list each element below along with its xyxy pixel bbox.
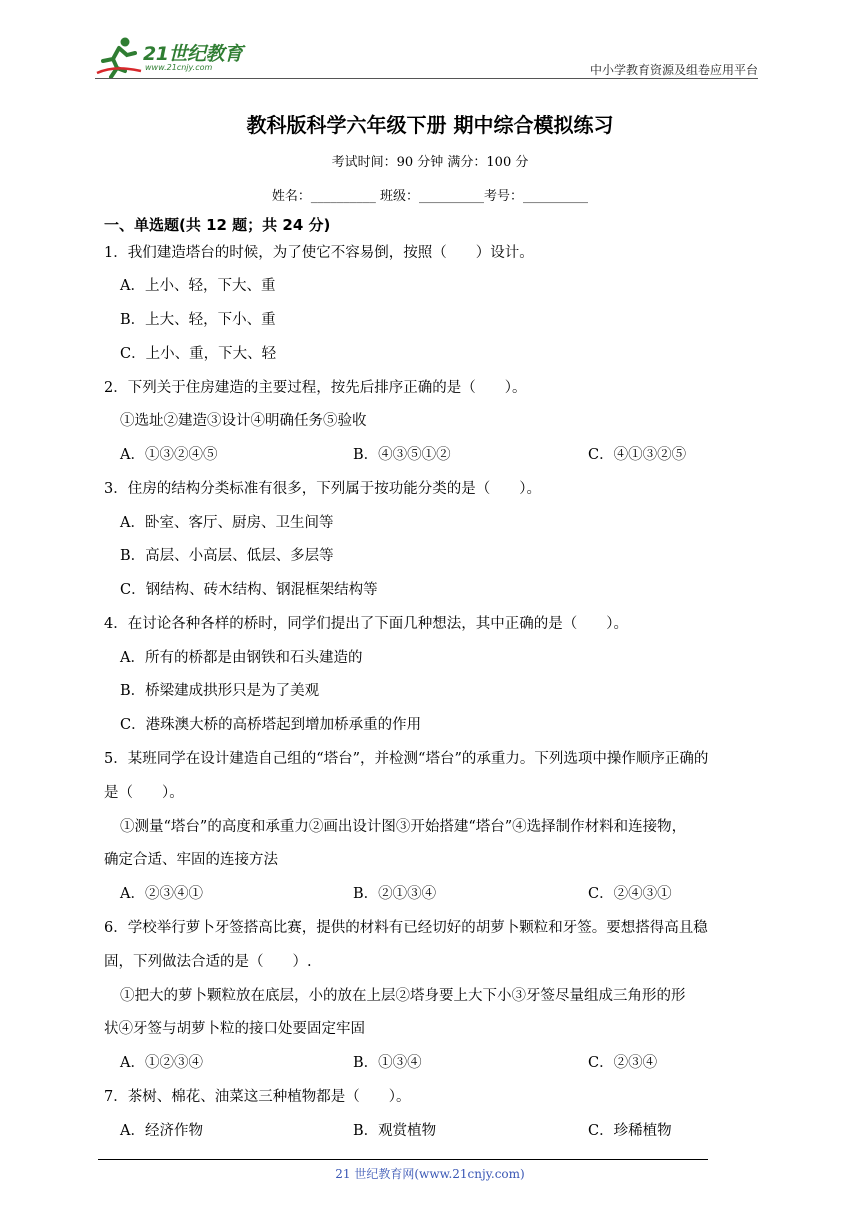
question-5-option-c: C．②④③① [588,886,672,902]
question-5-items: ①测量“塔台”的高度和承重力②画出设计图③开始搭建“塔台”④选择制作材料和连接物， [120,819,687,835]
question-4-option-b: B．桥梁建成拱形只是为了美观 [120,683,320,699]
question-3-stem: 3．住房的结构分类标准有很多，下列属于按功能分类的是（ ）。 [104,481,541,497]
page-title: 教科版科学六年级下册 期中综合模拟练习 [246,113,614,137]
question-1-option-c: C．上小、重，下大、轻 [120,346,277,362]
question-7-option-b: B．观赏植物 [353,1123,437,1139]
header-divider [95,78,758,79]
question-4-stem: 4．在讨论各种各样的桥时，同学们提出了下面几种想法，其中正确的是（ ）。 [104,616,628,632]
question-3-option-c: C．钢结构、砖木结构、钢混框架结构等 [120,582,378,598]
question-6-stem: 6．学校举行萝卜牙签搭高比赛，提供的材料有已经切好的胡萝卜颗粒和牙签。要想搭得高且稳 [104,920,708,936]
question-4-option-a: A．所有的桥都是由钢铁和石头建造的 [120,650,363,666]
question-6-stem-cont: 固，下列做法合适的是（ ）. [104,954,312,970]
footer-divider [98,1159,708,1160]
question-5-option-a: A．②③④① [120,886,203,902]
footer-text: 21 世纪教育网(www.21cnjy.com) [335,1167,525,1181]
question-1-option-a: A．上小、轻，下大、重 [120,278,276,294]
question-1-option-b: B．上大、轻，下小、重 [120,312,276,328]
question-5-items-cont: 确定合适、牢固的连接方法 [104,852,278,868]
question-2-option-a: A．①③②④⑤ [120,447,218,463]
question-6-option-c: C．②③④ [588,1055,658,1071]
question-5-option-b: B．②①③④ [353,886,437,902]
question-7-stem: 7．茶树、棉花、油菜这三种植物都是（ ）。 [104,1089,411,1105]
question-6-option-b: B．①③④ [353,1055,422,1071]
page-header [95,35,758,79]
site-logo [95,35,265,79]
question-6-option-a: A．①②③④ [120,1055,203,1071]
logo-url: www.21cnjy.com [145,63,213,72]
question-2-stem: 2．下列关于住房建造的主要过程，按先后排序正确的是（ ）。 [104,380,527,396]
question-3-option-b: B．高层、小高层、低层、多层等 [120,548,334,564]
question-7-option-a: A．经济作物 [120,1123,203,1139]
question-5-stem-cont: 是（ ）。 [104,785,184,801]
exam-info: 考试时间：90 分钟 满分：100 分 [331,155,529,170]
platform-name: 中小学教育资源及组卷应用平台 [589,63,758,77]
question-4-option-c: C．港珠澳大桥的高桥塔起到增加桥承重的作用 [120,717,422,733]
section-heading: 一、单选题(共 12 题；共 24 分) [104,216,331,234]
logo-text: 21世纪教育 [143,43,243,65]
question-6-items: ①把大的萝卜颗粒放在底层，小的放在上层②塔身要上大下小③牙签尽量组成三角形的形 [120,988,686,1004]
question-2-option-b: B．④③⑤①② [353,447,451,463]
question-1-stem: 1．我们建造塔台的时候，为了使它不容易倒，按照（ ）设计。 [104,245,534,261]
runner-icon [95,35,143,79]
student-info: 姓名：__________ 班级：__________考号：__________ [271,189,589,204]
question-2-option-c: C．④①③②⑤ [588,447,687,463]
question-7-option-c: C．珍稀植物 [588,1123,672,1139]
question-2-items: ①选址②建造③设计④明确任务⑤验收 [120,413,367,429]
question-3-option-a: A．卧室、客厅、厨房、卫生间等 [120,515,334,531]
question-6-items-cont: 状④牙签与胡萝卜粒的接口处要固定牢固 [104,1021,365,1037]
question-5-stem: 5．某班同学在设计建造自己组的“塔台”，并检测“塔台”的承重力。下列选项中操作顺序正确的 [104,751,709,767]
